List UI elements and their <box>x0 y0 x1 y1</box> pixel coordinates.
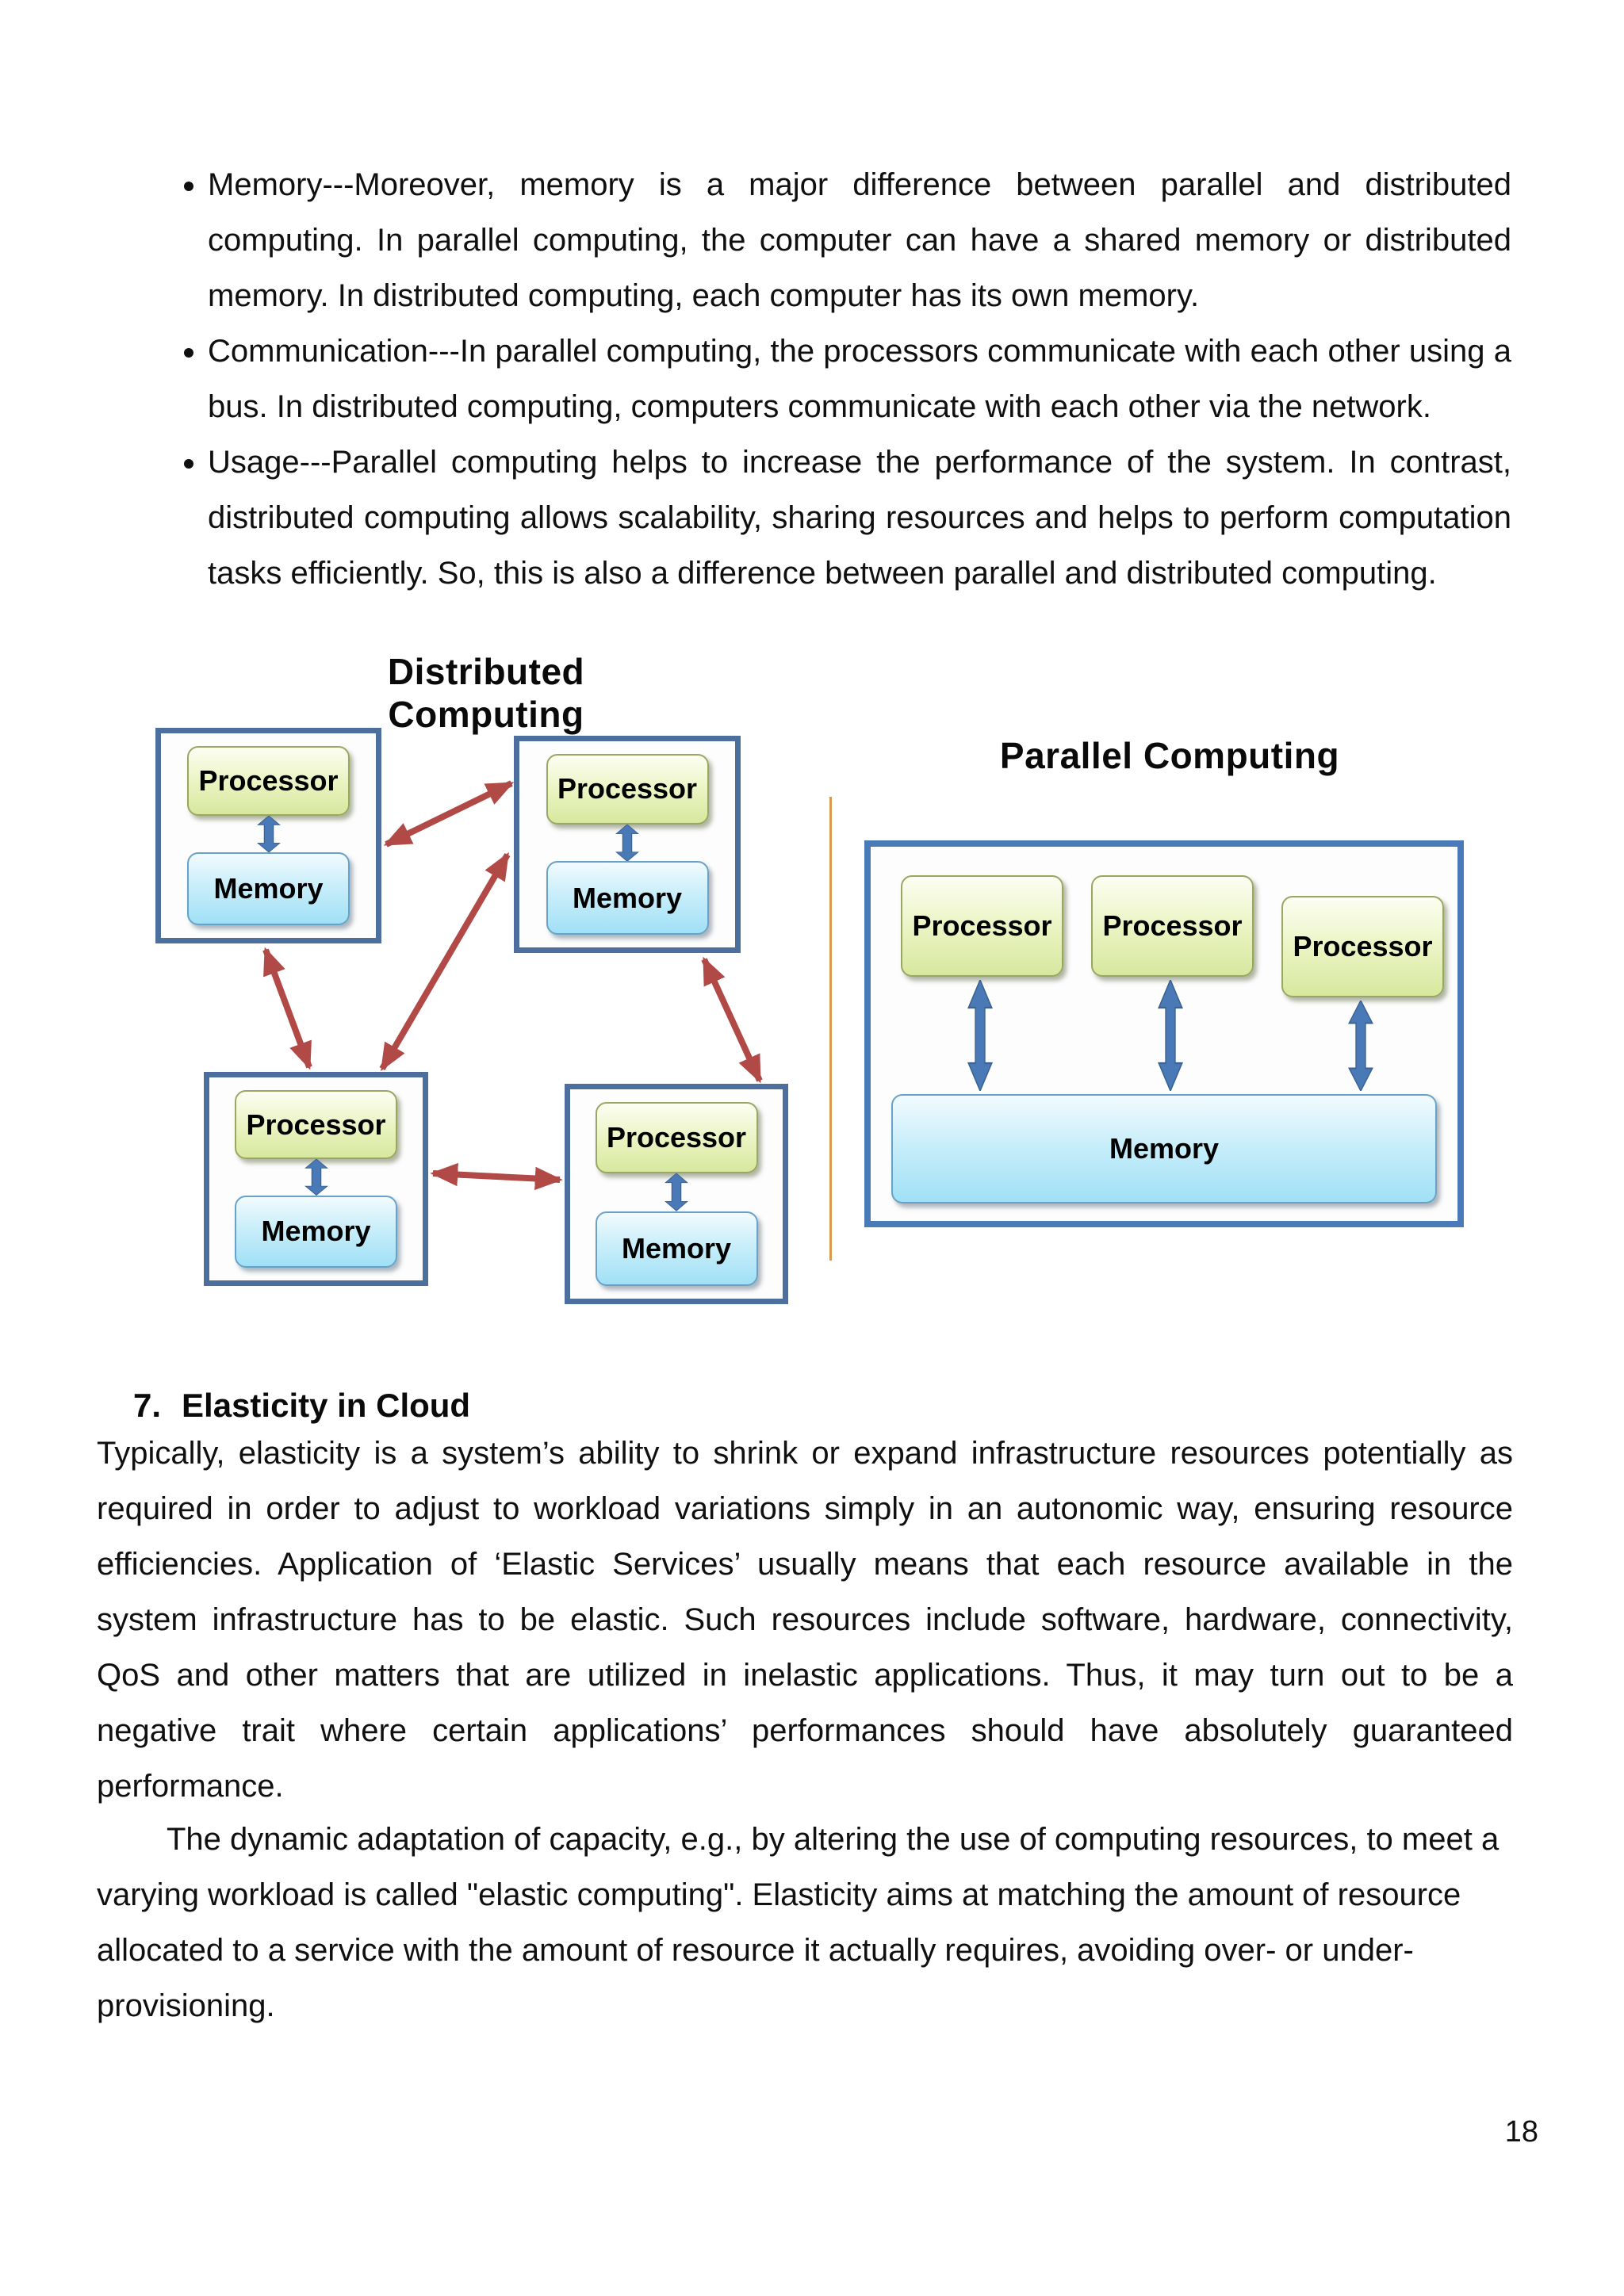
parallel-computing-title: Parallel Computing <box>999 735 1340 776</box>
page-number: 18 <box>1504 2115 1538 2149</box>
memory-box: Memory <box>596 1211 758 1286</box>
section-title: Elasticity in Cloud <box>182 1387 471 1424</box>
bidirectional-arrow-icon <box>304 1159 328 1195</box>
red-network-arrow <box>382 855 508 1069</box>
shared-memory-box: Memory <box>891 1094 1437 1203</box>
processor-box: Processor <box>1281 896 1444 997</box>
red-network-arrow <box>386 783 511 844</box>
bidirectional-arrow-icon <box>967 980 993 1091</box>
memory-box: Memory <box>235 1196 397 1268</box>
bidirectional-arrow-icon <box>1348 1001 1373 1091</box>
red-network-arrow <box>266 950 309 1067</box>
list-item: • Usage---Parallel computing helps to increase the performance of the system. In contrast, distributed computing allows scalability, sharing resources and helps to perform computation tasks efficiently. So, this is also a difference between parallel and distributed computing. <box>208 434 1511 601</box>
distributed-computing-title: Distributed Computing <box>387 651 585 735</box>
bidirectional-arrow-icon <box>1158 980 1183 1091</box>
parallel-computing-box <box>864 840 1464 1227</box>
paragraph: The dynamic adaptation of capacity, e.g., by altering the use of computing resources, to meet a varying workload is called "elastic computing". Elasticity aims at matching the amount of resource allocated to a service with the amount of resource it actually requires, avoiding over- or under-provisioning. <box>97 1822 1500 2023</box>
memory-box: Memory <box>546 861 709 935</box>
bullet-list <box>151 157 1511 601</box>
distributed-node <box>565 1084 788 1304</box>
processor-box: Processor <box>901 875 1063 977</box>
processor-box: Processor <box>235 1090 397 1159</box>
processor-box: Processor <box>1091 875 1254 977</box>
section-number: 7. <box>133 1387 162 1424</box>
bidirectional-arrow-icon <box>615 825 639 861</box>
red-network-arrow <box>433 1173 560 1180</box>
processor-box: Processor <box>546 754 709 825</box>
red-network-arrow <box>704 959 760 1081</box>
bidirectional-arrow-icon <box>665 1173 688 1211</box>
distributed-node <box>204 1072 428 1286</box>
bidirectional-arrow-icon <box>257 816 281 852</box>
memory-box: Memory <box>187 852 350 925</box>
paragraph: Typically, elasticity is a system’s ability to shrink or expand infrastructure resources potentially as required in order to adjust to workload variations simply in an autonomic way, ensuring resource efficiencies. Application of ‘Elastic Services’ usually means that each resource available in the system infrastructure has to be elastic. Such resources include software, hardware, connectivity, QoS and other matters that are utilized in inelastic applications. Thus, it may turn out to be a negative trait where certain applications’ performances should have absolutely guaranteed performance. <box>97 1436 1513 1804</box>
section-heading <box>133 1383 470 1428</box>
distributed-node <box>514 736 741 953</box>
diagram-divider <box>829 797 832 1261</box>
list-item: • Communication---In parallel computing, the processors communicate with each other using a bus. In distributed computing, computers communicate with each other via the network. <box>208 323 1511 434</box>
list-item: • Memory---Moreover, memory is a major difference between parallel and distributed computing. In parallel computing, the computer can have a shared memory or distributed memory. In distributed computing, each computer has its own memory. <box>208 157 1511 323</box>
computing-diagram <box>0 618 1624 1403</box>
processor-box: Processor <box>596 1102 758 1173</box>
processor-box: Processor <box>187 746 350 816</box>
distributed-node <box>155 728 381 943</box>
